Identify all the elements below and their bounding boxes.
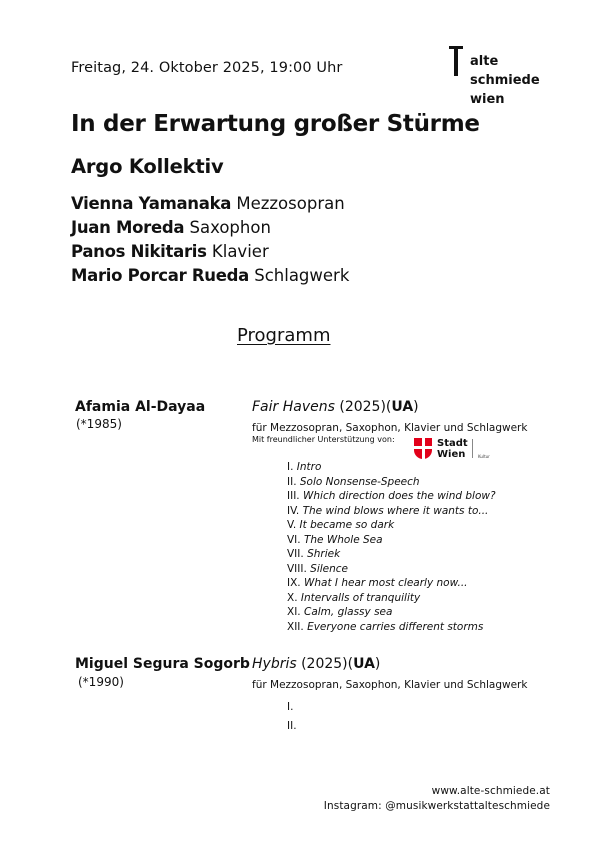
- logo-divider: [472, 439, 473, 458]
- work-instrumentation: für Mezzosopran, Saxophon, Klavier und Schlagwerk: [252, 422, 528, 434]
- work-title: Fair Havens: [252, 399, 335, 415]
- movement-item: [287, 504, 496, 519]
- movement-number: XII.: [287, 620, 304, 633]
- work-title: Hybris: [252, 656, 297, 672]
- movement-title: Intervalls of tranquility: [300, 591, 421, 604]
- movement-title: Shriek: [307, 548, 341, 560]
- performer-row: [71, 192, 349, 216]
- movement-number: II.: [287, 720, 297, 732]
- stadt-wien-wordmark: [437, 438, 468, 460]
- movement-item: [287, 475, 496, 490]
- work-instrumentation: für Mezzosopran, Saxophon, Klavier und Schlagwerk: [252, 679, 528, 691]
- premiere-close: ): [413, 399, 419, 415]
- premiere-open: (: [385, 399, 392, 415]
- movement-title: Solo Nonsense-Speech: [299, 475, 420, 488]
- movement-title: Everyone carries different storms: [307, 620, 484, 633]
- movement-item: [287, 489, 496, 504]
- composer-birth-year: (*1985): [76, 417, 122, 431]
- movement-item: [287, 717, 297, 736]
- movement-title: Calm, glassy sea: [303, 606, 393, 618]
- performer-name: Vienna Yamanaka: [71, 194, 232, 213]
- performer-row: [71, 264, 349, 288]
- movement-item: [287, 460, 496, 475]
- vienna-shield-icon: [414, 438, 432, 459]
- performer-role: Klavier: [211, 242, 269, 261]
- kultur-text: Kultur: [478, 454, 490, 459]
- stadt-text: Stadt: [437, 438, 468, 449]
- composer-birth-year: (*1990): [78, 675, 124, 689]
- movement-number: VIII.: [287, 562, 307, 575]
- premiere-badge: UA: [353, 656, 375, 672]
- performer-role: Schlagwerk: [254, 266, 350, 285]
- program-heading: Programm: [237, 325, 331, 346]
- movement-number: V.: [287, 519, 297, 531]
- performer-name: Mario Porcar Rueda: [71, 266, 249, 285]
- movement-title: Which direction does the wind blow?: [302, 490, 496, 502]
- alte-schmiede-logo: [449, 46, 559, 116]
- work-title-line: [252, 399, 419, 415]
- movement-item: [287, 547, 496, 562]
- performer-row: [71, 240, 349, 264]
- premiere-badge: UA: [391, 399, 414, 415]
- performer-name: Juan Moreda: [71, 218, 185, 237]
- work-year: (2025): [339, 399, 386, 415]
- movement-number: X.: [287, 591, 298, 604]
- movement-item: [287, 562, 496, 577]
- logo-line-2: schmiede: [470, 73, 540, 88]
- performer-name: Panos Nikitaris: [71, 242, 207, 261]
- movement-item: [287, 620, 496, 635]
- logo-t-icon: [449, 46, 463, 76]
- performer-list: [71, 192, 349, 288]
- footer-website: www.alte-schmiede.at: [431, 785, 550, 797]
- movement-number: IX.: [287, 577, 301, 589]
- movement-title: The Whole Sea: [303, 533, 383, 546]
- premiere-open: (: [347, 656, 354, 672]
- movement-number: I.: [287, 461, 294, 473]
- footer-instagram: Instagram: @musikwerkstattalteschmiede: [323, 800, 550, 812]
- composer-name: Afamia Al-Dayaa: [75, 399, 206, 415]
- performer-role: Saxophon: [189, 218, 271, 237]
- performer-row: [71, 216, 349, 240]
- movement-title: What I hear most clearly now...: [303, 577, 468, 589]
- movement-title: It became so dark: [299, 519, 395, 531]
- movement-number: I.: [287, 701, 294, 713]
- movement-item: [287, 576, 496, 591]
- support-note: Mit freundlicher Unterstützung von:: [252, 435, 395, 444]
- movement-title: The wind blows where it wants to...: [302, 504, 489, 517]
- event-date: Freitag, 24. Oktober 2025, 19:00 Uhr: [71, 60, 343, 76]
- movement-item: [287, 518, 496, 533]
- movement-number: IV.: [287, 504, 300, 517]
- movement-item: [287, 591, 496, 606]
- movement-list: [287, 698, 297, 736]
- movement-number: VI.: [287, 533, 301, 546]
- movement-number: II.: [287, 475, 297, 488]
- logo-line-3: wien: [470, 92, 505, 107]
- movement-list: [287, 460, 496, 634]
- movement-item: [287, 605, 496, 620]
- movement-title: Silence: [310, 562, 349, 575]
- movement-number: XI.: [287, 606, 301, 618]
- work-title-line: [252, 656, 380, 672]
- stadt-wien-logo: [414, 438, 494, 462]
- wien-text: Wien: [437, 449, 466, 460]
- performer-role: Mezzosopran: [236, 194, 345, 213]
- movement-title: Intro: [296, 461, 322, 473]
- work-year: (2025): [301, 656, 348, 672]
- composer-name: Miguel Segura Sogorb: [75, 656, 250, 672]
- movement-number: VII.: [287, 548, 304, 560]
- movement-number: III.: [287, 490, 300, 502]
- movement-item: [287, 698, 297, 717]
- concert-title: In der Erwartung großer Stürme: [71, 111, 480, 137]
- movement-item: [287, 533, 496, 548]
- logo-line-1: alte: [470, 54, 499, 69]
- ensemble-name: Argo Kollektiv: [71, 155, 224, 178]
- premiere-close: ): [374, 656, 381, 672]
